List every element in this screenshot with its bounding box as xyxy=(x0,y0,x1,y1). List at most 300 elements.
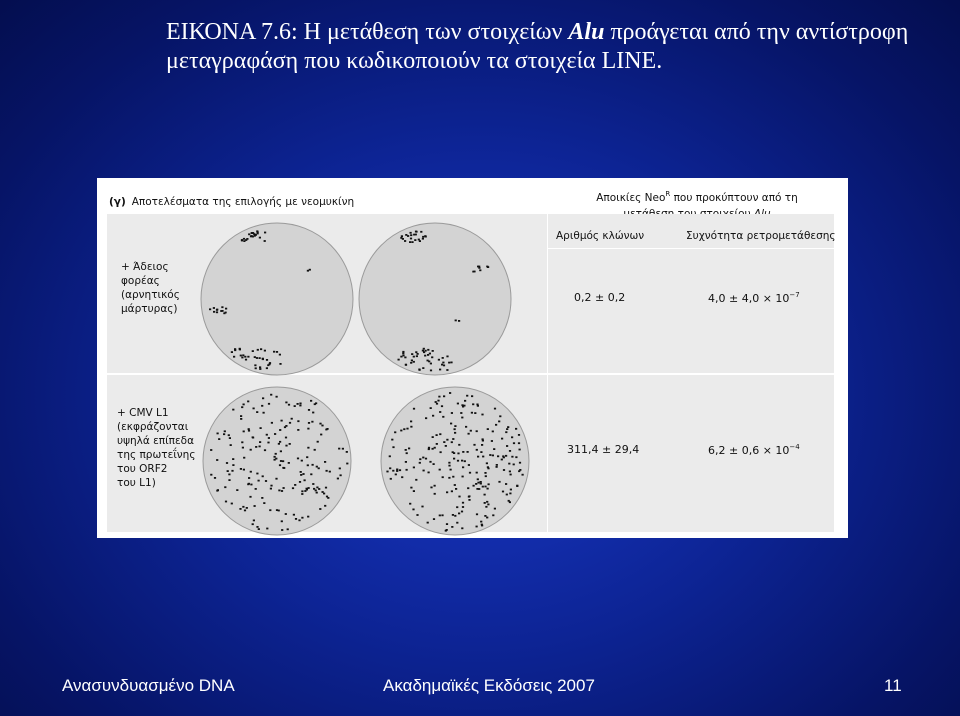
colony-dot xyxy=(228,474,230,476)
colony-dot xyxy=(276,396,278,398)
colony-dot xyxy=(487,428,489,430)
colony-dot xyxy=(454,484,456,486)
colony-dot xyxy=(446,356,448,358)
colony-dot xyxy=(213,307,215,309)
colony-dot xyxy=(321,425,323,427)
colony-dot xyxy=(287,528,289,530)
colony-dot xyxy=(432,415,434,417)
colony-dot xyxy=(450,469,452,471)
colony-dot xyxy=(275,478,277,480)
colony-dot xyxy=(227,470,229,472)
colony-dot xyxy=(455,488,457,490)
colony-dot xyxy=(505,455,507,457)
colony-dot xyxy=(270,485,272,487)
colony-dot xyxy=(457,460,459,462)
colony-dot xyxy=(241,240,243,242)
colony-dot xyxy=(509,501,511,503)
colony-dot xyxy=(492,514,494,516)
colony-dot xyxy=(480,521,482,523)
colony-dot xyxy=(410,238,412,240)
colony-dot xyxy=(436,443,438,445)
colony-dot xyxy=(501,438,503,440)
colony-dot xyxy=(464,460,466,462)
colony-dot xyxy=(477,456,479,458)
colony-dot xyxy=(216,459,218,461)
colony-dot xyxy=(210,474,212,476)
colony-dot xyxy=(253,408,255,410)
colony-dot xyxy=(455,320,457,322)
colony-dot xyxy=(476,488,478,490)
colony-dot xyxy=(396,470,398,472)
row2-line3: υψηλά επίπεδα xyxy=(117,435,195,447)
footer-left: Ανασυνδυασμένο DNA xyxy=(62,676,235,695)
title-alu: Alu xyxy=(568,19,605,45)
colony-dot xyxy=(302,473,304,475)
colony-dot xyxy=(310,400,312,402)
colony-dot xyxy=(461,404,463,406)
colony-dot xyxy=(312,412,314,414)
colony-dot xyxy=(326,428,328,430)
colony-dot xyxy=(228,434,230,436)
colony-dot xyxy=(213,311,215,313)
colony-dot xyxy=(413,467,415,469)
colony-dot xyxy=(268,437,270,439)
colony-dot xyxy=(255,367,257,369)
colony-dot xyxy=(486,462,488,464)
colony-dot xyxy=(285,513,287,515)
colony-dot xyxy=(319,423,321,425)
colony-dot xyxy=(454,432,456,434)
colony-dot xyxy=(465,426,467,428)
colony-dot xyxy=(463,405,465,407)
colony-dot xyxy=(243,469,245,471)
colony-dot xyxy=(308,409,310,411)
colony-dot xyxy=(252,350,254,352)
colony-dot xyxy=(337,478,339,480)
colony-dot xyxy=(441,405,443,407)
petri-dish-cmv-2 xyxy=(381,387,529,535)
colony-dot xyxy=(403,428,405,430)
colony-dot xyxy=(264,449,266,451)
colony-dot xyxy=(457,403,459,405)
colony-dot xyxy=(243,404,245,406)
colony-dot xyxy=(304,490,306,492)
colony-dot xyxy=(413,356,415,358)
colony-dot xyxy=(425,458,427,460)
colony-dot xyxy=(431,356,433,358)
colony-dot xyxy=(475,483,477,485)
colony-dot xyxy=(505,431,507,433)
colony-dot xyxy=(430,363,432,365)
colony-dot xyxy=(299,481,301,483)
colony-dot xyxy=(413,408,415,410)
colony-dot xyxy=(221,306,223,308)
colony-dot xyxy=(297,458,299,460)
colony-dot xyxy=(511,436,513,438)
colony-dot xyxy=(264,232,266,234)
colony-dot xyxy=(422,367,424,369)
colony-dot xyxy=(262,475,264,477)
colony-dot xyxy=(297,403,299,405)
colony-dot xyxy=(386,471,388,473)
colony-dot xyxy=(429,353,431,355)
colony-dot xyxy=(268,403,270,405)
colony-dot xyxy=(466,395,468,397)
colony-dot xyxy=(263,502,265,504)
slide-title xyxy=(166,18,946,76)
left-heading-text: Αποτελέσματα της επιλογής με νεομυκίνη xyxy=(131,196,355,208)
colony-dot xyxy=(481,444,483,446)
colony-dot xyxy=(301,460,303,462)
colony-dot xyxy=(415,231,417,233)
colony-dot xyxy=(423,470,425,472)
colony-dot xyxy=(299,405,301,407)
colony-dot xyxy=(400,356,402,358)
colony-dot xyxy=(256,411,258,413)
colony-dot xyxy=(442,416,444,418)
colony-dot xyxy=(453,458,455,460)
colony-dot xyxy=(446,369,448,371)
colony-dot xyxy=(456,506,458,508)
colony-dot xyxy=(433,518,435,520)
colony-dot xyxy=(476,513,478,515)
colony-dot xyxy=(451,490,453,492)
row1-line4: μάρτυρας) xyxy=(121,303,178,315)
colony-dot xyxy=(314,403,316,405)
colony-dot xyxy=(424,355,426,357)
row2-clones: 311,4 ± 29,4 xyxy=(567,443,640,456)
colony-dot xyxy=(406,428,408,430)
colony-dot xyxy=(413,234,415,236)
colony-dot xyxy=(456,522,458,524)
colony-dot xyxy=(257,349,259,351)
colony-dot xyxy=(283,487,285,489)
colony-dot xyxy=(487,504,489,506)
colony-dot xyxy=(276,351,278,353)
colony-dot xyxy=(262,358,264,360)
colony-dot xyxy=(421,506,423,508)
colony-dot xyxy=(484,502,486,504)
colony-dot xyxy=(299,403,301,405)
colony-dot xyxy=(404,240,406,242)
colony-dot xyxy=(422,236,424,238)
colony-dot xyxy=(306,488,308,490)
colony-dot xyxy=(289,443,291,445)
colony-dot xyxy=(445,445,447,447)
colony-dot xyxy=(422,457,424,459)
colony-dot xyxy=(278,443,280,445)
colony-dot xyxy=(240,418,242,420)
colony-dot xyxy=(482,456,484,458)
colony-dot xyxy=(281,529,283,531)
colony-dot xyxy=(410,234,412,236)
colony-dot xyxy=(445,530,447,532)
colony-dot xyxy=(307,447,309,449)
colony-dot xyxy=(289,422,291,424)
colony-dot xyxy=(255,234,257,236)
colony-dot xyxy=(244,510,246,512)
colony-dot xyxy=(458,496,460,498)
panel-letter: (γ) xyxy=(109,196,126,208)
colony-dot xyxy=(462,476,464,478)
colony-dot xyxy=(266,367,268,369)
colony-dot xyxy=(441,514,443,516)
colony-dot xyxy=(446,491,448,493)
colony-dot xyxy=(246,507,248,509)
colony-dot xyxy=(484,494,486,496)
colony-dot xyxy=(255,488,257,490)
colony-dot xyxy=(497,455,499,457)
colony-dot xyxy=(496,464,498,466)
colony-dot xyxy=(435,401,437,403)
colony-dot xyxy=(223,433,225,435)
colony-dot xyxy=(410,421,412,423)
colony-dot xyxy=(279,363,281,365)
colony-dot xyxy=(515,428,517,430)
colony-dot xyxy=(429,461,431,463)
colony-dot xyxy=(476,526,478,528)
colony-dot xyxy=(283,467,285,469)
colony-dot xyxy=(468,495,470,497)
colony-dot xyxy=(249,496,251,498)
colony-dot xyxy=(255,446,257,448)
colony-dot xyxy=(462,502,464,504)
colony-dot xyxy=(224,430,226,432)
colony-dot xyxy=(498,481,500,483)
colony-dot xyxy=(241,441,243,443)
colony-dot xyxy=(491,440,493,442)
colony-dot xyxy=(441,364,443,366)
colony-dot xyxy=(510,474,512,476)
colony-dot xyxy=(214,477,216,479)
colony-dot xyxy=(477,482,479,484)
colony-dot xyxy=(243,238,245,240)
colony-dot xyxy=(263,412,265,414)
colony-dot xyxy=(470,430,472,432)
colony-dot xyxy=(486,501,488,503)
colony-dot xyxy=(243,431,245,433)
colony-dot xyxy=(432,436,434,438)
colony-dot xyxy=(410,426,412,428)
colony-dot xyxy=(449,392,451,394)
colony-dot xyxy=(442,362,444,364)
colony-dot xyxy=(301,517,303,519)
colony-dot xyxy=(254,364,256,366)
colony-dot xyxy=(250,449,252,451)
colony-dot xyxy=(225,501,227,503)
colony-dot xyxy=(248,483,250,485)
colony-dot xyxy=(448,462,450,464)
colony-dot xyxy=(308,487,310,489)
colony-dot xyxy=(405,461,407,463)
colony-dot xyxy=(494,408,496,410)
colony-dot xyxy=(232,458,234,460)
colony-dot xyxy=(346,451,348,453)
colony-dot xyxy=(439,411,441,413)
colony-dot xyxy=(427,349,429,351)
colony-dot xyxy=(513,464,515,466)
colony-dot xyxy=(256,473,258,475)
colony-dot xyxy=(438,359,440,361)
colony-dot xyxy=(485,475,487,477)
colony-dot xyxy=(324,461,326,463)
colony-dot xyxy=(319,508,321,510)
colony-dot xyxy=(420,231,422,233)
colony-dot xyxy=(323,493,325,495)
colony-dot xyxy=(262,397,264,399)
colony-dot xyxy=(291,418,293,420)
row1-line2: φορέας xyxy=(121,275,160,287)
colony-dot xyxy=(419,462,421,464)
colony-dot xyxy=(487,488,489,490)
row2-line1: + CMV L1 xyxy=(117,407,169,419)
col-header-frequency: Συχνότητα ρετρομετάθεσης xyxy=(686,230,836,242)
colony-dot xyxy=(245,239,247,241)
colony-dot xyxy=(281,490,283,492)
colony-dot xyxy=(390,478,392,480)
colony-dot xyxy=(436,434,438,436)
colony-dot xyxy=(458,444,460,446)
colony-dot xyxy=(438,396,440,398)
colony-dot xyxy=(250,471,252,473)
right-heading-b: που προκύπτουν από τη xyxy=(670,192,798,204)
colony-dot xyxy=(256,357,258,359)
colony-dot xyxy=(506,445,508,447)
colony-dot xyxy=(320,434,322,436)
colony-dot xyxy=(294,484,296,486)
colony-dot xyxy=(306,456,308,458)
colony-dot xyxy=(413,361,415,363)
colony-dot xyxy=(462,506,464,508)
colony-dot xyxy=(225,308,227,310)
colony-dot xyxy=(506,428,508,430)
colony-dot xyxy=(261,497,263,499)
colony-dot xyxy=(507,426,509,428)
colony-dot xyxy=(471,412,473,414)
colony-dot xyxy=(457,453,459,455)
colony-dot xyxy=(405,449,407,451)
colony-dot xyxy=(324,505,326,507)
colony-dot xyxy=(422,238,424,240)
colony-dot xyxy=(274,433,276,435)
colony-dot xyxy=(509,471,511,473)
colony-dot xyxy=(505,483,507,485)
row1-freq-exp: −7 xyxy=(789,291,800,299)
colony-dot xyxy=(450,423,452,425)
colony-dot xyxy=(404,357,406,359)
colony-dot xyxy=(499,415,501,417)
page-number: 11 xyxy=(884,676,902,695)
colony-dot xyxy=(279,429,281,431)
colony-dot xyxy=(243,457,245,459)
footer-center: Ακαδημαϊκές Εκδόσεις 2007 xyxy=(383,676,595,695)
colony-dot xyxy=(312,464,314,466)
colony-dot xyxy=(338,448,340,450)
colony-dot xyxy=(247,356,249,358)
colony-dot xyxy=(469,472,471,474)
colony-dot xyxy=(264,350,266,352)
colony-dot xyxy=(259,446,261,448)
colony-dot xyxy=(300,471,302,473)
colony-dot xyxy=(496,466,498,468)
colony-dot xyxy=(484,486,486,488)
colony-dot xyxy=(492,455,494,457)
colony-dot xyxy=(228,479,230,481)
colony-dot xyxy=(312,483,314,485)
colony-dot xyxy=(495,424,497,426)
colony-dot xyxy=(427,522,429,524)
colony-dot xyxy=(281,520,283,522)
colony-dot xyxy=(242,354,244,356)
colony-dot xyxy=(487,468,489,470)
colony-dot xyxy=(509,493,511,495)
colony-dot xyxy=(501,459,503,461)
colony-dot xyxy=(274,459,276,461)
colony-dot xyxy=(425,417,427,419)
colony-dot xyxy=(301,493,303,495)
colony-dot xyxy=(254,356,256,358)
row1-clones: 0,2 ± 0,2 xyxy=(574,291,626,304)
colony-dot xyxy=(402,355,404,357)
colony-dot xyxy=(468,464,470,466)
colony-dot xyxy=(259,366,261,368)
colony-dot xyxy=(239,348,241,350)
colony-dot xyxy=(416,355,418,357)
colony-dot xyxy=(279,464,281,466)
colony-dot xyxy=(310,473,312,475)
colony-dot xyxy=(394,431,396,433)
colony-dot xyxy=(518,442,520,444)
colony-dot xyxy=(301,490,303,492)
colony-dot xyxy=(472,403,474,405)
colony-dot xyxy=(427,360,429,362)
colony-dot xyxy=(454,515,456,517)
colony-dot xyxy=(245,359,247,361)
colony-dot xyxy=(486,266,488,268)
colony-dot xyxy=(308,422,310,424)
colony-dot xyxy=(458,320,460,322)
colony-dot xyxy=(422,350,424,352)
colony-dot xyxy=(275,453,277,455)
title-text-1: ΕΙΚΟΝΑ 7.6: Η μετάθεση των στοιχείων xyxy=(166,19,569,45)
colony-dot xyxy=(451,526,453,528)
colony-dot xyxy=(439,469,441,471)
colony-dot xyxy=(217,433,219,435)
colony-dot xyxy=(515,456,517,458)
colony-dot xyxy=(285,445,287,447)
colony-dot xyxy=(468,433,470,435)
col-header-clones: Αριθμός κλώνων xyxy=(556,230,645,242)
colony-dot xyxy=(314,449,316,451)
right-heading-sup: R xyxy=(665,190,671,198)
colony-dot xyxy=(518,434,520,436)
colony-dot xyxy=(474,412,476,414)
colony-dot xyxy=(282,460,284,462)
colony-dot xyxy=(480,483,482,485)
colony-dot xyxy=(508,463,510,465)
colony-dot xyxy=(398,359,400,361)
colony-dot xyxy=(481,414,483,416)
colony-dot xyxy=(502,491,504,493)
colony-dot xyxy=(468,499,470,501)
colony-dot xyxy=(231,470,233,472)
colony-dot xyxy=(460,412,462,414)
colony-dot xyxy=(494,508,496,510)
colony-dot xyxy=(411,360,413,362)
colony-dot xyxy=(242,447,244,449)
colony-dot xyxy=(317,441,319,443)
colony-dot xyxy=(467,487,469,489)
